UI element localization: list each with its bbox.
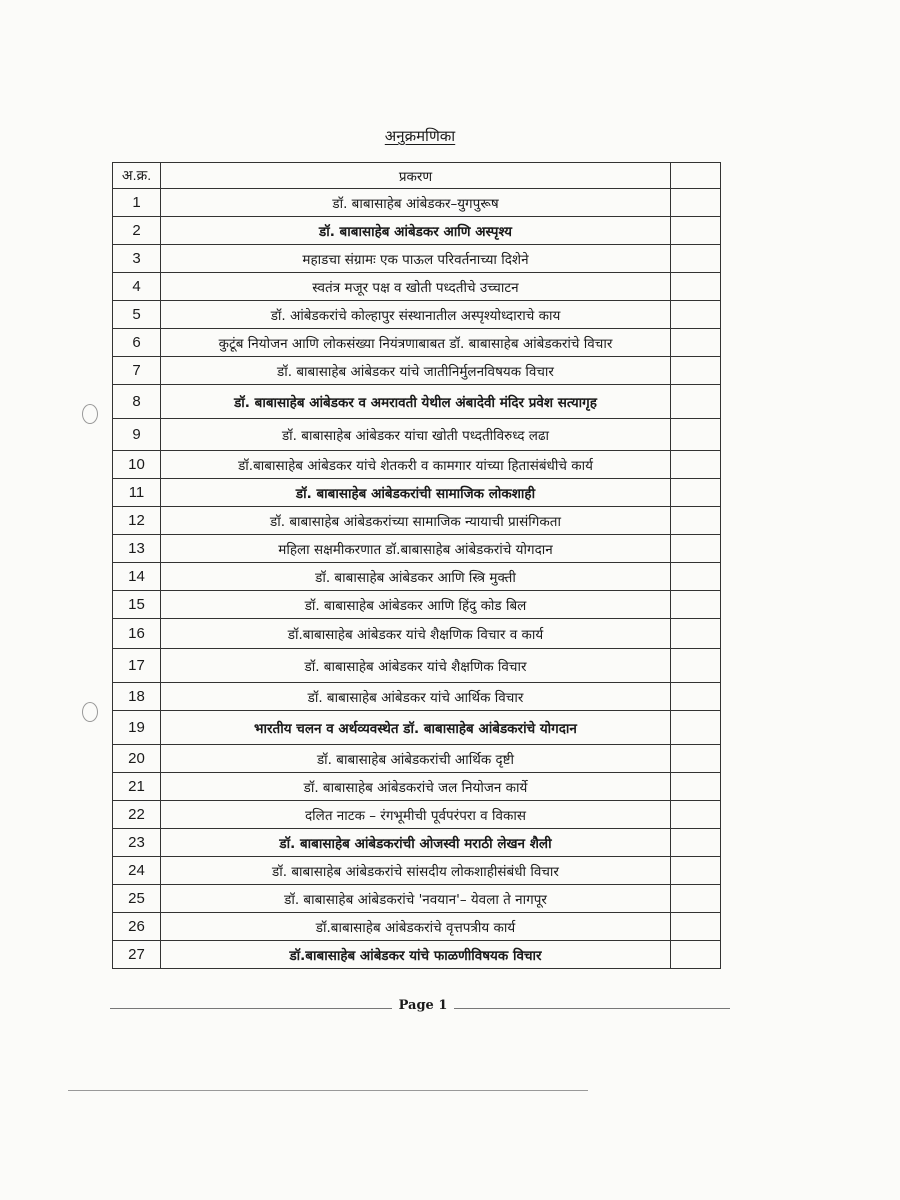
row-chapter-title: डॉ. बाबासाहेब आंबेडकरांचे सांसदीय लोकशाहीसंबंधी विचार [161,857,671,885]
row-chapter-title: डॉ. बाबासाहेब आंबेडकर–युगपुरूष [161,189,671,217]
row-page-cell [671,357,721,385]
table-header-row [113,163,721,189]
table-row [113,563,721,591]
row-chapter-title: दलित नाटक – रंगभूमीची पूर्वपरंपरा व विकास [161,801,671,829]
row-chapter-title: डॉ. बाबासाहेब आंबेडकरांची ओजस्वी मराठी लेखन शैली [161,829,671,857]
page-title: अनुक्रमणिका [384,127,456,145]
row-page-cell [671,419,721,451]
row-serial-number: 12 [113,507,161,535]
table-row [113,829,721,857]
table-row [113,189,721,217]
row-serial-number: 10 [113,451,161,479]
table-row [113,913,721,941]
page-number-label: Page 1 [398,998,448,1013]
row-page-cell [671,941,721,969]
row-chapter-title: डॉ.बाबासाहेब आंबेडकर यांचे शैक्षणिक विचार व कार्य [161,619,671,649]
row-chapter-title: डॉ. बाबासाहेब आंबेडकर यांचा खोती पध्दतीविरुध्द लढा [161,419,671,451]
punch-hole-mark [82,404,98,424]
row-serial-number: 1 [113,189,161,217]
row-page-cell [671,649,721,683]
table-row [113,711,721,745]
page-footer [110,998,730,1018]
table-row [113,419,721,451]
row-page-cell [671,711,721,745]
row-page-cell [671,535,721,563]
header-serial-number: अ.क्र. [113,163,161,189]
table-row [113,479,721,507]
header-page [671,163,721,189]
table-row [113,683,721,711]
row-serial-number: 18 [113,683,161,711]
row-page-cell [671,885,721,913]
row-serial-number: 19 [113,711,161,745]
row-page-cell [671,829,721,857]
table-row [113,245,721,273]
row-page-cell [671,857,721,885]
row-serial-number: 7 [113,357,161,385]
row-page-cell [671,745,721,773]
row-page-cell [671,507,721,535]
table-row [113,801,721,829]
table-row [113,301,721,329]
row-serial-number: 11 [113,479,161,507]
table-body [113,189,721,969]
table-of-contents [112,162,721,969]
row-serial-number: 22 [113,801,161,829]
table-row [113,649,721,683]
row-serial-number: 24 [113,857,161,885]
row-chapter-title: डॉ. बाबासाहेब आंबेडकरांची सामाजिक लोकशाही [161,479,671,507]
row-page-cell [671,329,721,357]
row-serial-number: 20 [113,745,161,773]
table-row [113,773,721,801]
footer-rule-right [454,1008,730,1009]
row-serial-number: 8 [113,385,161,419]
row-serial-number: 15 [113,591,161,619]
row-page-cell [671,773,721,801]
row-chapter-title: डॉ.बाबासाहेब आंबेडकरांचे वृत्तपत्रीय कार्य [161,913,671,941]
row-page-cell [671,913,721,941]
row-page-cell [671,479,721,507]
row-serial-number: 17 [113,649,161,683]
row-serial-number: 27 [113,941,161,969]
table-row [113,329,721,357]
row-serial-number: 9 [113,419,161,451]
table-row [113,507,721,535]
table-row [113,273,721,301]
row-chapter-title: भारतीय चलन व अर्थव्यवस्थेत डॉ. बाबासाहेब आंबेडकरांचे योगदान [161,711,671,745]
row-page-cell [671,563,721,591]
row-page-cell [671,619,721,649]
row-chapter-title: महाडचा संग्रामः एक पाऊल परिवर्तनाच्या दिशेने [161,245,671,273]
punch-hole-mark [82,702,98,722]
row-chapter-title: डॉ.बाबासाहेब आंबेडकर यांचे फाळणीविषयक विचार [161,941,671,969]
table-row [113,941,721,969]
row-serial-number: 23 [113,829,161,857]
row-serial-number: 6 [113,329,161,357]
table-row [113,857,721,885]
row-chapter-title: डॉ.बाबासाहेब आंबेडकर यांचे शेतकरी व कामगार यांच्या हितासंबंधीचे कार्य [161,451,671,479]
row-chapter-title: डॉ. बाबासाहेब आंबेडकर आणि अस्पृश्य [161,217,671,245]
table-row [113,535,721,563]
row-chapter-title: डॉ. बाबासाहेब आंबेडकरांची आर्थिक दृष्टी [161,745,671,773]
row-serial-number: 16 [113,619,161,649]
table-row [113,885,721,913]
row-chapter-title: महिला सक्षमीकरणात डॉ.बाबासाहेब आंबेडकरांचे योगदान [161,535,671,563]
row-serial-number: 3 [113,245,161,273]
row-chapter-title: डॉ. बाबासाहेब आंबेडकर यांचे शैक्षणिक विचार [161,649,671,683]
header-chapter: प्रकरण [161,163,671,189]
row-chapter-title: डॉ. बाबासाहेब आंबेडकर व अमरावती येथील अंबादेवी मंदिर प्रवेश सत्यागृह [161,385,671,419]
row-page-cell [671,301,721,329]
bottom-rule [68,1090,588,1091]
table-row [113,217,721,245]
row-page-cell [671,245,721,273]
table-row [113,591,721,619]
row-chapter-title: डॉ. आंबेडकरांचे कोल्हापुर संस्थानातील अस्पृश्योध्दाराचे काय [161,301,671,329]
table-row [113,451,721,479]
row-chapter-title: कुटूंब नियोजन आणि लोकसंख्या नियंत्रणाबाबत डॉ. बाबासाहेब आंबेडकरांचे विचार [161,329,671,357]
row-serial-number: 25 [113,885,161,913]
row-page-cell [671,217,721,245]
table-row [113,357,721,385]
row-serial-number: 14 [113,563,161,591]
table-row [113,385,721,419]
row-page-cell [671,451,721,479]
row-serial-number: 21 [113,773,161,801]
row-chapter-title: डॉ. बाबासाहेब आंबेडकर यांचे आर्थिक विचार [161,683,671,711]
table-row [113,619,721,649]
row-serial-number: 2 [113,217,161,245]
row-chapter-title: स्वतंत्र मजूर पक्ष व खोती पध्दतीचे उच्चाटन [161,273,671,301]
row-chapter-title: डॉ. बाबासाहेब आंबेडकरांचे जल नियोजन कार्ये [161,773,671,801]
row-chapter-title: डॉ. बाबासाहेब आंबेडकरांच्या सामाजिक न्यायाची प्रासंगिकता [161,507,671,535]
table-row [113,745,721,773]
row-page-cell [671,385,721,419]
row-page-cell [671,591,721,619]
row-page-cell [671,273,721,301]
footer-rule-left [110,1008,392,1009]
row-serial-number: 26 [113,913,161,941]
row-chapter-title: डॉ. बाबासाहेब आंबेडकर यांचे जातीनिर्मुलनविषयक विचार [161,357,671,385]
row-chapter-title: डॉ. बाबासाहेब आंबेडकर आणि हिंदु कोड बिल [161,591,671,619]
row-serial-number: 13 [113,535,161,563]
row-chapter-title: डॉ. बाबासाहेब आंबेडकर आणि स्त्रि मुक्ती [161,563,671,591]
row-page-cell [671,801,721,829]
row-page-cell [671,189,721,217]
row-page-cell [671,683,721,711]
row-serial-number: 5 [113,301,161,329]
row-serial-number: 4 [113,273,161,301]
row-chapter-title: डॉ. बाबासाहेब आंबेडकरांचे 'नवयान'– येवला ते नागपूर [161,885,671,913]
